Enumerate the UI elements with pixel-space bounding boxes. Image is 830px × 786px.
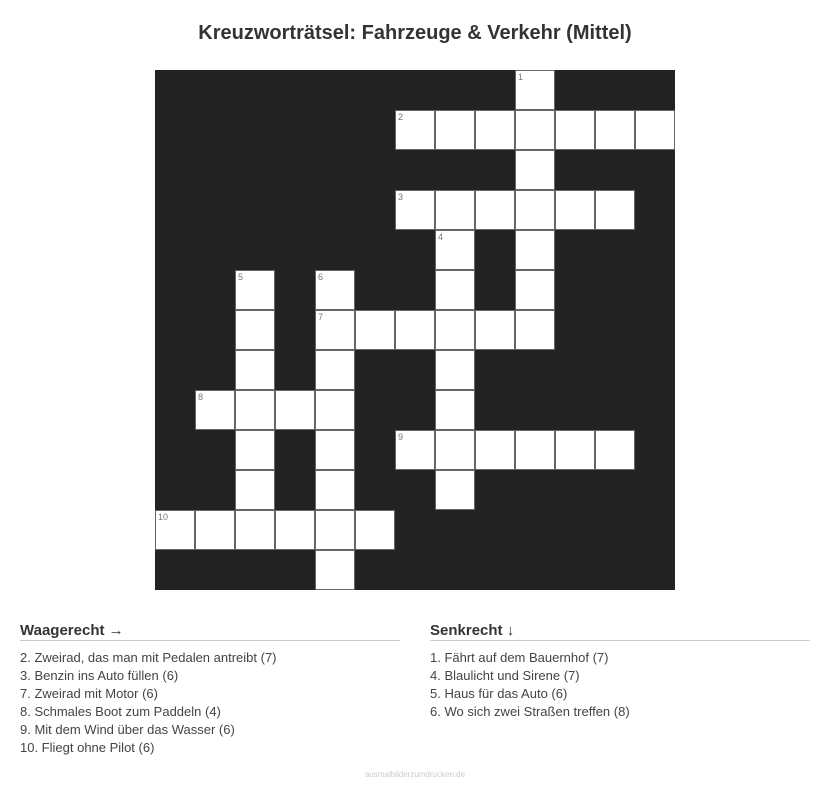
clue-number: 6 [318, 272, 324, 282]
clue-number: 2 [398, 112, 404, 122]
crossword-cell[interactable] [515, 150, 555, 190]
down-clue: 5. Haus für das Auto (6) [430, 686, 568, 701]
crossword-cell[interactable] [435, 390, 475, 430]
clue-number: 8 [198, 392, 204, 402]
down-clue-list [430, 649, 810, 721]
puzzle-title: Kreuzworträtsel: Fahrzeuge & Verkehr (Mittel) [198, 22, 632, 44]
crossword-cell[interactable] [275, 390, 315, 430]
crossword-cell[interactable] [355, 510, 395, 550]
crossword-cell[interactable] [595, 430, 635, 470]
crossword-cell[interactable] [555, 430, 595, 470]
crossword-cell[interactable] [515, 430, 555, 470]
crossword-cell[interactable] [435, 110, 475, 150]
crossword-cell[interactable] [155, 510, 195, 550]
across-heading: Waagerecht → [20, 622, 400, 641]
crossword-cell[interactable] [515, 230, 555, 270]
clue-number: 7 [318, 312, 324, 322]
down-clue: 6. Wo sich zwei Straßen treffen (8) [430, 704, 630, 719]
crossword-cell[interactable] [315, 510, 355, 550]
crossword-cell[interactable] [355, 310, 395, 350]
crossword-cell[interactable] [275, 510, 315, 550]
clue-number: 10 [158, 512, 169, 522]
across-clue: 10. Fliegt ohne Pilot (6) [20, 740, 155, 755]
crossword-cell[interactable] [595, 190, 635, 230]
crossword-cell[interactable] [395, 110, 435, 150]
clue-number: 9 [398, 432, 404, 442]
crossword-cell[interactable] [435, 430, 475, 470]
crossword-cell[interactable] [435, 350, 475, 390]
crossword-cell[interactable] [475, 190, 515, 230]
across-clue: 7. Zweirad mit Motor (6) [20, 686, 158, 701]
crossword-cell[interactable] [435, 310, 475, 350]
crossword-cell[interactable] [235, 310, 275, 350]
crossword-cell[interactable] [195, 510, 235, 550]
crossword-cell[interactable] [235, 510, 275, 550]
crossword-cell[interactable] [395, 430, 435, 470]
crossword-cell[interactable] [435, 190, 475, 230]
crossword-cell[interactable] [315, 350, 355, 390]
crossword-cell[interactable] [235, 390, 275, 430]
crossword-cell[interactable] [315, 310, 355, 350]
crossword-cell[interactable] [315, 550, 355, 590]
crossword-cell[interactable] [395, 310, 435, 350]
down-clue: 1. Fährt auf dem Bauernhof (7) [430, 650, 609, 665]
down-heading: Senkrecht ↓ [430, 622, 810, 641]
crossword-cell[interactable] [515, 70, 555, 110]
across-clue: 9. Mit dem Wind über das Wasser (6) [20, 722, 235, 737]
down-clue: 4. Blaulicht und Sirene (7) [430, 668, 580, 683]
crossword-cell[interactable] [315, 270, 355, 310]
across-clue: 8. Schmales Boot zum Paddeln (4) [20, 704, 221, 719]
crossword-cell[interactable] [515, 310, 555, 350]
crossword-cell[interactable] [315, 470, 355, 510]
crossword-cell[interactable] [235, 430, 275, 470]
crossword-cell[interactable] [435, 470, 475, 510]
crossword-cell[interactable] [475, 110, 515, 150]
down-clues-section [430, 622, 810, 721]
crossword-cell[interactable] [435, 270, 475, 310]
crossword-cell[interactable] [635, 110, 675, 150]
across-clue: 3. Benzin ins Auto füllen (6) [20, 668, 179, 683]
crossword-cell[interactable] [315, 430, 355, 470]
crossword-cell[interactable] [315, 390, 355, 430]
crossword-cell[interactable] [195, 390, 235, 430]
crossword-cell[interactable] [235, 470, 275, 510]
crossword-cell[interactable] [235, 270, 275, 310]
crossword-cell[interactable] [515, 190, 555, 230]
crossword-cell[interactable] [555, 190, 595, 230]
crossword-cell[interactable] [435, 230, 475, 270]
crossword-grid [155, 70, 675, 590]
clue-number: 5 [238, 272, 244, 282]
crossword-cell[interactable] [475, 430, 515, 470]
clue-number: 4 [438, 232, 444, 242]
crossword-cell[interactable] [515, 110, 555, 150]
footer-watermark: ausmalbilderzumdrucken.de [364, 770, 466, 779]
across-clue: 2. Zweirad, das man mit Pedalen antreibt (7) [20, 650, 277, 665]
crossword-cell[interactable] [475, 310, 515, 350]
across-clues-section [20, 622, 400, 757]
crossword-cell[interactable] [395, 190, 435, 230]
crossword-cell[interactable] [515, 270, 555, 310]
clue-number: 1 [518, 72, 524, 82]
crossword-cell[interactable] [595, 110, 635, 150]
clue-number: 3 [398, 192, 404, 202]
crossword-cell[interactable] [235, 350, 275, 390]
crossword-cell[interactable] [555, 110, 595, 150]
across-clue-list [20, 649, 400, 757]
